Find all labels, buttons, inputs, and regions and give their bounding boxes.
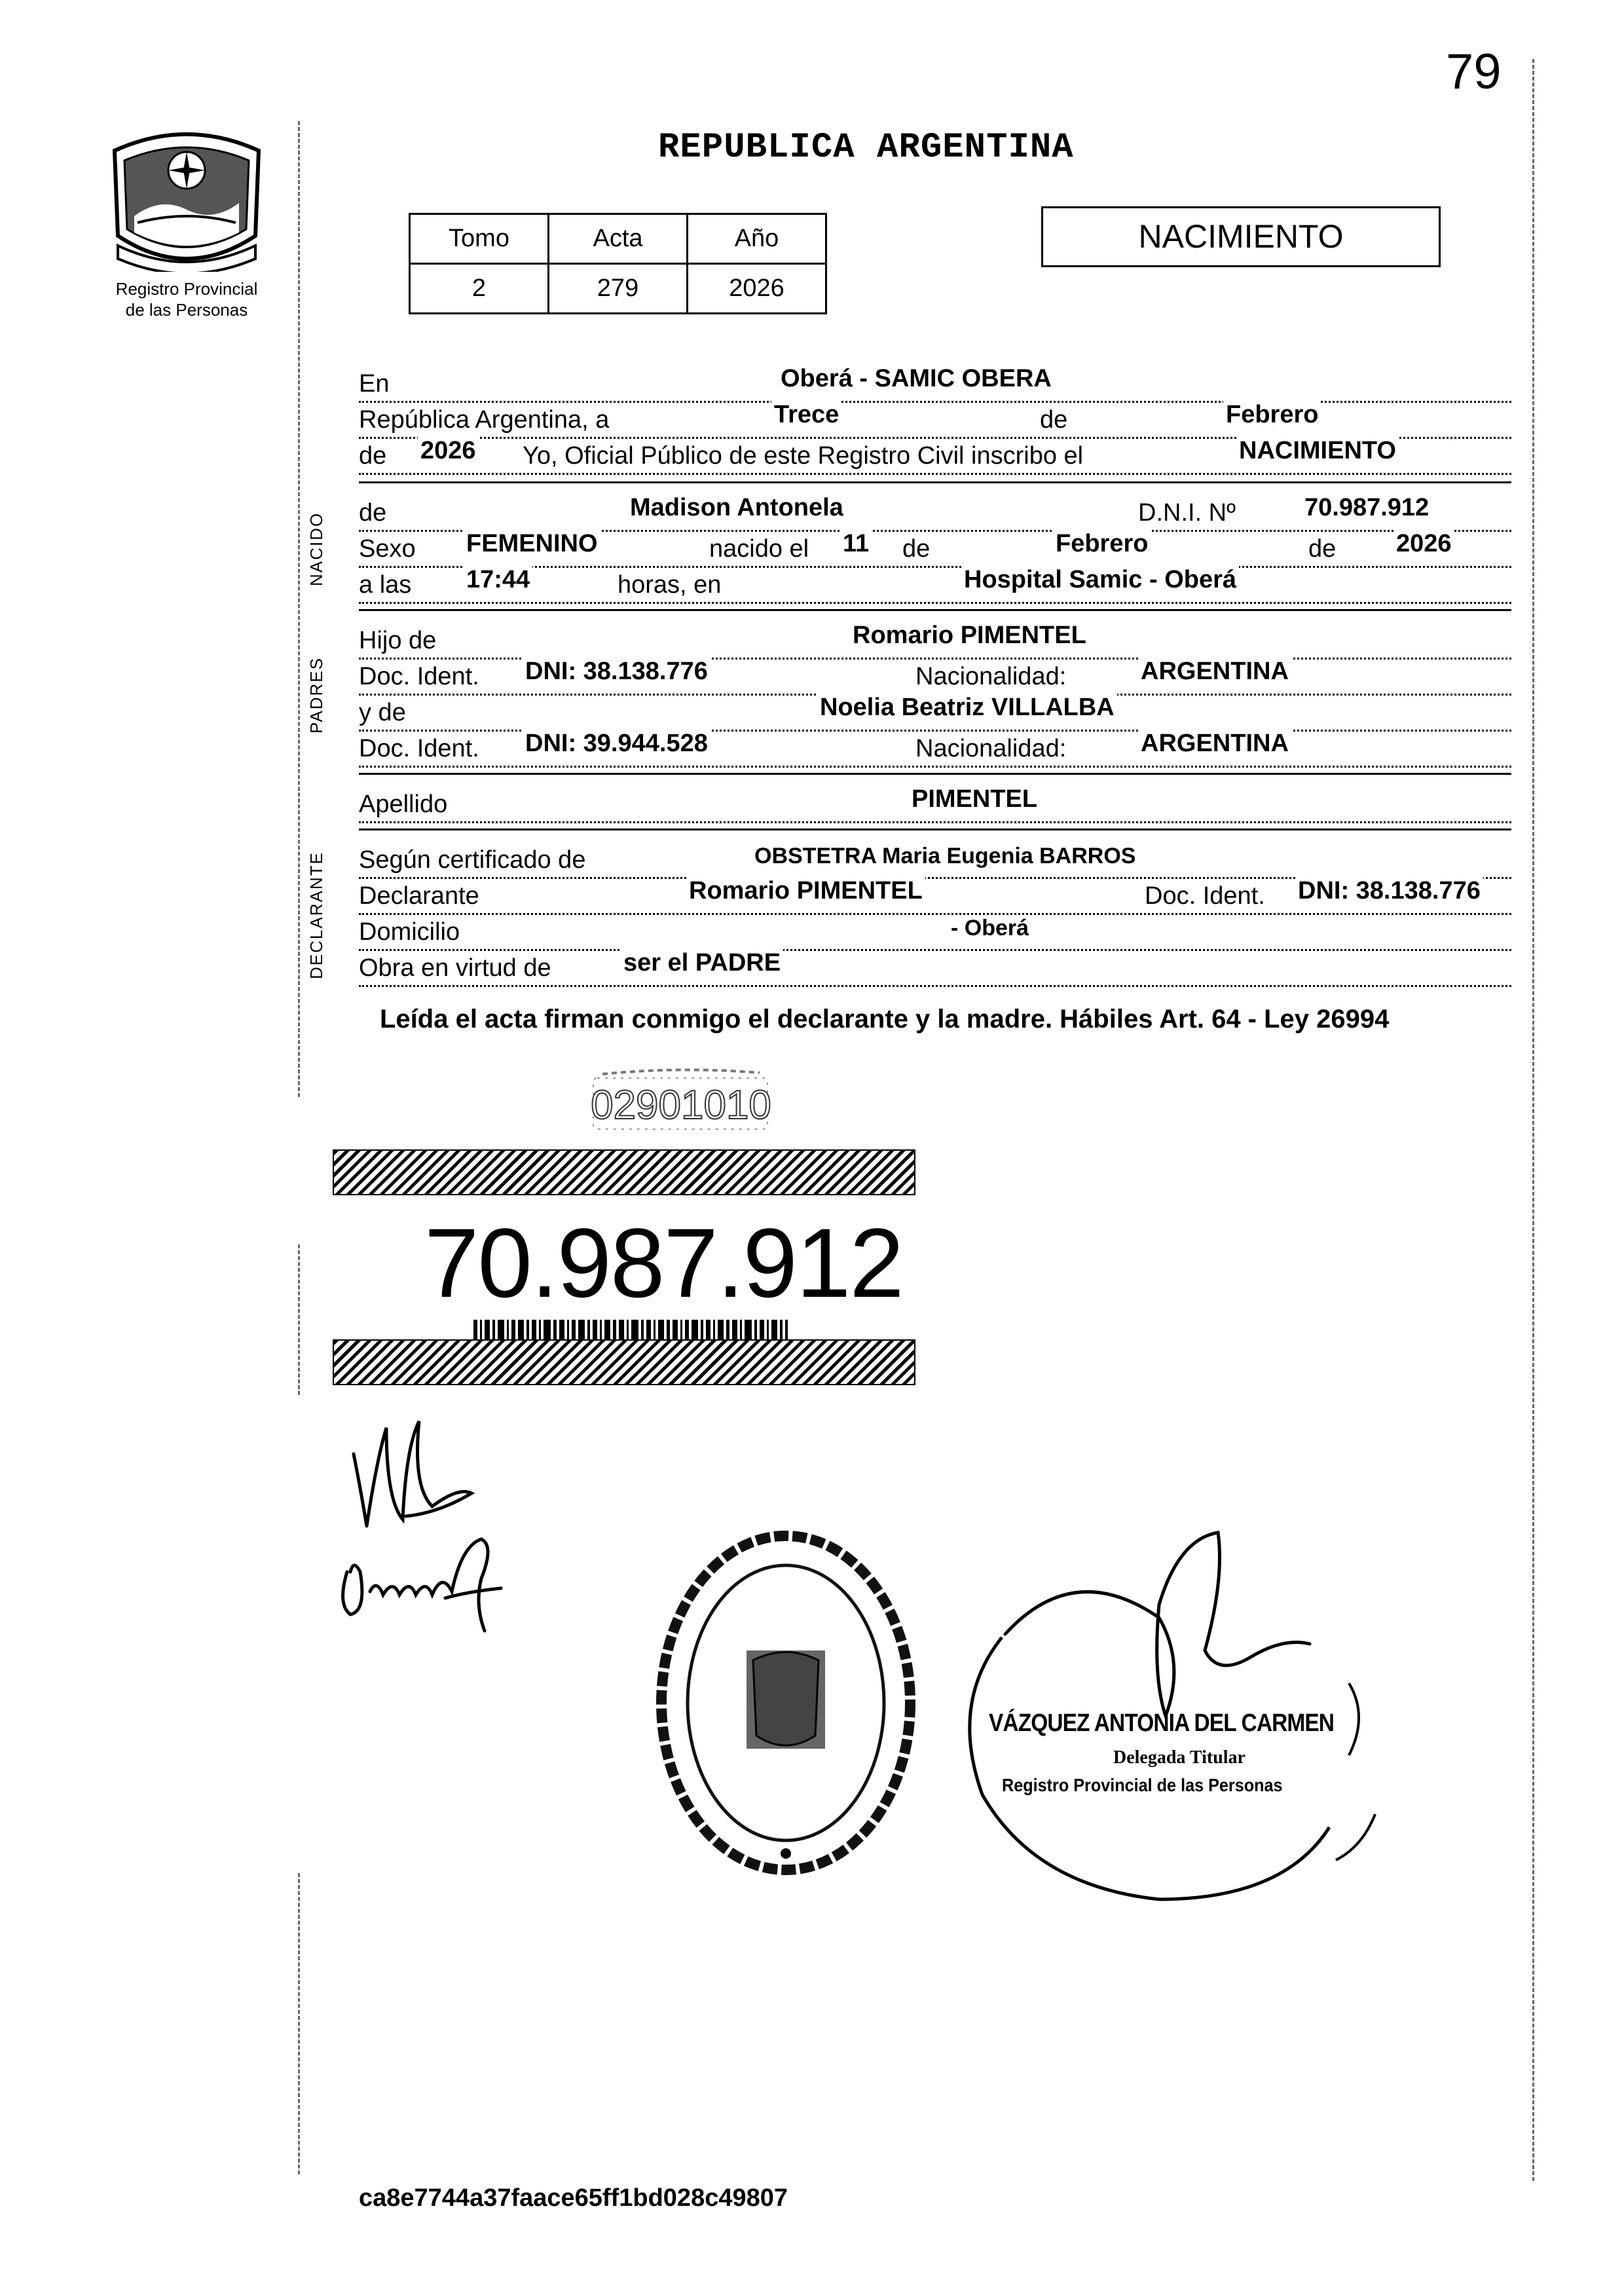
line-time-place: [359, 565, 1511, 604]
value-act-type: NACIMIENTO: [1236, 437, 1399, 465]
label-de-year: de: [359, 442, 390, 470]
document-hash: ca8e7744a37faace65ff1bd028c49807: [359, 2184, 788, 2212]
label-en: En: [359, 370, 393, 398]
label-father-doc: Doc. Ident.: [359, 663, 483, 691]
line-certificate: [359, 840, 1511, 879]
stamp-code-text: 02901010: [591, 1083, 771, 1128]
registry-header-tomo: Tomo: [410, 214, 549, 264]
registry-table: [409, 213, 827, 314]
value-dni: 70.987.912: [1302, 494, 1431, 522]
registry-seal: [648, 1519, 923, 1886]
value-day-words: Trece: [771, 401, 841, 429]
registry-value-ano: 2026: [688, 264, 826, 314]
country-title: REPUBLICA ARGENTINA: [658, 128, 1074, 168]
line-year: [359, 436, 1511, 475]
label-surname: Apellido: [359, 791, 451, 819]
line-date: [359, 400, 1511, 439]
left-margin-line-lower: [298, 1244, 300, 1395]
value-birth-month: Febrero: [1053, 530, 1151, 558]
value-surname: PIMENTEL: [909, 785, 1040, 813]
line-mother-doc: [359, 728, 1511, 768]
label-sex: Sexo: [359, 535, 420, 563]
signature-official: [341, 1408, 491, 1539]
label-certificate: Según certificado de: [359, 846, 589, 874]
label-declarant-doc: Doc. Ident.: [1145, 882, 1269, 910]
page-number: 79: [1446, 44, 1502, 100]
hatch-band-bottom: [333, 1339, 915, 1385]
line-declarant: [359, 876, 1511, 915]
delegate-name: VÁZQUEZ ANTONIA DEL CARMEN: [989, 1709, 1335, 1737]
label-declarant: Declarante: [359, 882, 483, 910]
line-mother: [359, 692, 1511, 732]
value-father-doc: DNI: 38.138.776: [523, 658, 710, 686]
right-margin-line: [1532, 59, 1534, 2181]
label-reason: Obra en virtud de: [359, 954, 555, 982]
line-place: [359, 363, 1511, 403]
stamp-code: [589, 1061, 773, 1133]
label-address: Domicilio: [359, 918, 464, 946]
label-de: de: [1040, 406, 1071, 434]
closing-text: Leída el acta firman conmigo el declarante y la madre. Hábiles Art. 64 - Ley 26994: [380, 1005, 1390, 1034]
label-father: Hijo de: [359, 627, 440, 655]
value-year: 2026: [418, 437, 479, 465]
value-place: Oberá - SAMIC OBERA: [778, 365, 1054, 393]
separator-3: [359, 773, 1511, 775]
label-time: a las: [359, 571, 415, 599]
registry-header-acta: Acta: [549, 214, 688, 264]
label-dni: D.N.I. Nº: [1138, 499, 1240, 527]
value-reason: ser el PADRE: [621, 949, 783, 977]
registry-value-acta: 279: [549, 264, 688, 314]
label-father-nationality: Nacionalidad:: [915, 663, 1070, 691]
line-address: [359, 912, 1511, 951]
separator-1: [359, 481, 1511, 483]
line-reason: [359, 948, 1511, 987]
value-birth-day: 11: [840, 530, 872, 558]
value-birth-year: 2026: [1393, 530, 1454, 558]
value-month: Febrero: [1223, 401, 1321, 429]
value-father-nationality: ARGENTINA: [1138, 658, 1291, 686]
value-sex: FEMENINO: [464, 530, 600, 558]
left-margin-line: [298, 121, 300, 1097]
side-label-parents: PADRES: [306, 657, 326, 734]
barcode-sticker: [333, 1149, 915, 1411]
label-de-name: de: [359, 499, 390, 527]
label-republic: República Argentina, a: [359, 406, 613, 434]
label-mother: y de: [359, 699, 410, 727]
label-mother-nationality: Nacionalidad:: [915, 735, 1070, 763]
label-de-birth-month: de: [902, 535, 934, 563]
separator-2: [359, 609, 1511, 611]
document-type-box: NACIMIENTO: [1041, 206, 1441, 267]
province-shield-logo: [98, 124, 275, 272]
registry-header-ano: Año: [688, 214, 826, 264]
line-surname: [359, 784, 1511, 823]
side-label-born: NACIDO: [306, 512, 326, 586]
value-mother-doc: DNI: 39.944.528: [523, 730, 710, 758]
line-name: [359, 493, 1511, 532]
line-sex-birth: [359, 529, 1511, 568]
side-label-declarant: DECLARANTE: [306, 851, 326, 979]
label-hours: horas, en: [618, 571, 725, 599]
delegate-role: Delegada Titular: [1113, 1747, 1246, 1768]
label-mother-doc: Doc. Ident.: [359, 735, 483, 763]
separator-4: [359, 829, 1511, 830]
value-address: - Oberá: [948, 916, 1031, 941]
value-birth-place: Hospital Samic - Oberá: [961, 566, 1239, 594]
registry-value-tomo: 2: [410, 264, 549, 314]
value-mother-name: Noelia Beatriz VILLALBA: [817, 694, 1117, 722]
line-father: [359, 620, 1511, 660]
barcode-number: 70.987.912: [424, 1208, 903, 1318]
value-mother-nationality: ARGENTINA: [1138, 730, 1291, 758]
value-declarant: Romario PIMENTEL: [686, 877, 925, 905]
value-father-name: Romario PIMENTEL: [850, 622, 1089, 650]
label-born: nacido el: [709, 535, 813, 563]
logo-caption: Registro Provincial de las Personas: [115, 279, 258, 320]
delegate-office: Registro Provincial de las Personas: [1002, 1775, 1283, 1795]
value-declarant-doc: DNI: 38.138.776: [1295, 877, 1483, 905]
signature-declarant: [331, 1533, 527, 1644]
value-certificate: OBSTETRA Maria Eugenia BARROS: [752, 844, 1138, 869]
value-time: 17:44: [464, 566, 532, 594]
left-margin-line-bottom: [298, 1873, 300, 2174]
label-de-birth-year: de: [1308, 535, 1340, 563]
value-name: Madison Antonela: [627, 494, 846, 522]
line-father-doc: [359, 656, 1511, 696]
label-officer: Yo, Oficial Público de este Registro Civil inscribo el: [523, 442, 1087, 470]
hatch-band-top: [333, 1149, 915, 1195]
